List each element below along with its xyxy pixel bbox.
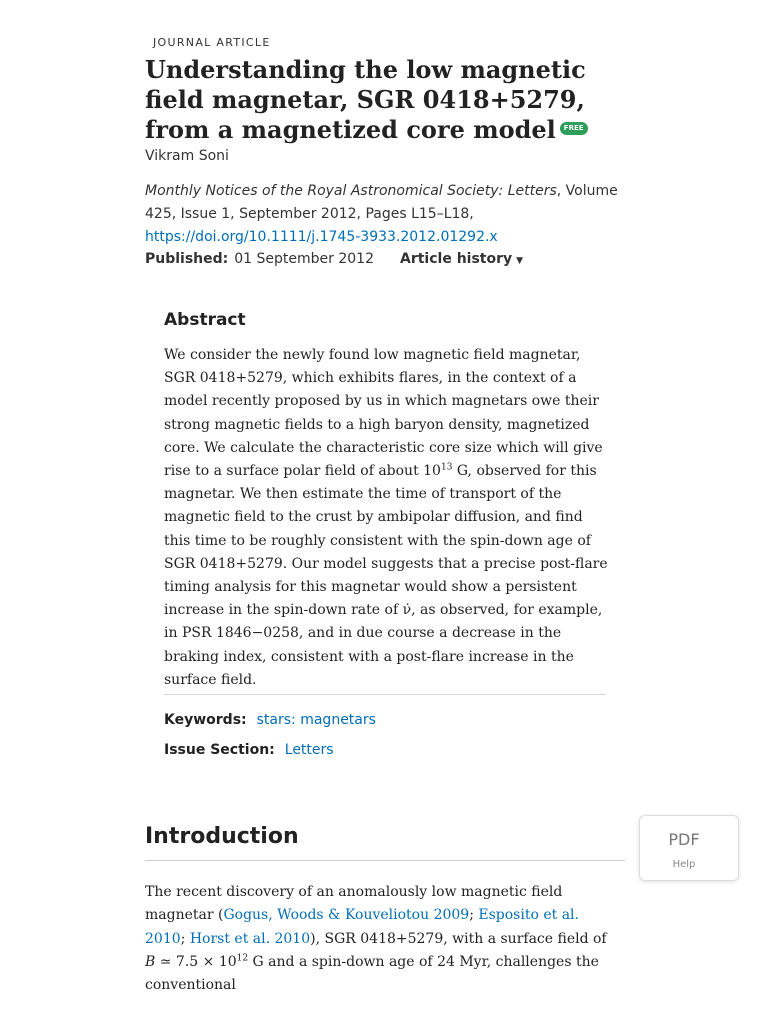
abstract-text-part: G, observed for this magnetar. We then estimate the time of transport of the magnetic field to the crust by ambipolar diffusion, and find this time to be roughly consistent with the spin-down age of SGR 0418+5279. Our model suggests that a precise post-flare timing analysis for this magnetar would show a persistent increase in the spin-down rate of: [164, 463, 608, 619]
reference-link[interactable]: Gogus, Woods & Kouveliotou 2009: [223, 907, 470, 924]
citation-details: , Volume 425, Issue 1, September 2012, Pages L15–L18,: [145, 183, 618, 222]
issue-section-link[interactable]: Letters: [284, 742, 334, 758]
abstract-section: [164, 310, 608, 692]
issue-section-row: [164, 742, 334, 758]
intro-text-part: G and a spin-down age of 24 Myr, challenges the conventional: [145, 953, 599, 994]
published-label: Published:: [145, 251, 229, 267]
issue-section-label: Issue Section:: [164, 742, 275, 758]
pdf-help-widget: [639, 815, 739, 881]
article-title-text: Understanding the low magnetic field magnetar, SGR 0418+5279, from a magnetized core model: [145, 55, 586, 144]
exponent: 13: [440, 462, 453, 473]
abstract-text-part: We consider the newly found low magnetic field magnetar, SGR 0418+5279, which exhibits flares, in the context of a model recently proposed by us in which magnetars owe their strong magnetic fields to a high baryon density, magnetized core. We calculate the characteristic core size which will give rise to a surface polar field of about 10: [164, 347, 603, 480]
abstract-text-part: , as observed, for example, in PSR 1846−0258, and in due course a decrease in the braking index, consistent with a post-flare increase in the surface field.: [164, 602, 603, 688]
introduction-divider: [145, 860, 625, 861]
help-link[interactable]: Help: [672, 859, 696, 870]
published-date: 01 September 2012: [234, 251, 374, 267]
reference-link[interactable]: Esposito et al. 2010: [145, 907, 579, 947]
article-history-label: Article history: [400, 251, 513, 267]
doi-link[interactable]: https://doi.org/10.1111/j.1745-3933.2012.01292.x: [145, 229, 498, 245]
math-variable: B: [145, 953, 156, 970]
intro-text-part: The recent discovery of an anomalously low magnetic field magnetar (: [145, 884, 563, 924]
published-row: [145, 251, 523, 267]
chevron-down-icon: ▼: [516, 256, 524, 266]
abstract-text: [164, 344, 608, 692]
citation: [145, 180, 635, 249]
nu-dot-symbol: ν̇: [402, 602, 412, 619]
intro-text-part: ≃ 7.5 × 10: [155, 953, 237, 970]
introduction-text: [145, 881, 620, 997]
intro-text-part: ), SGR 0418+5279, with a surface field of: [310, 930, 607, 947]
intro-text-part: ;: [180, 930, 190, 947]
pdf-button[interactable]: PDF: [668, 830, 700, 849]
article-type-label: JOURNAL ARTICLE: [153, 36, 271, 49]
exponent: 12: [236, 953, 249, 964]
keyword-link[interactable]: stars: magnetars: [256, 712, 376, 728]
article-history-toggle[interactable]: [400, 251, 523, 267]
journal-name: Monthly Notices of the Royal Astronomical Society: Letters: [145, 183, 557, 199]
author-name[interactable]: Vikram Soni: [145, 148, 229, 164]
intro-text-part: ;: [469, 907, 479, 924]
article-title: [145, 55, 615, 145]
abstract-heading: Abstract: [164, 310, 246, 330]
abstract-divider: [164, 694, 606, 695]
keywords-label: Keywords:: [164, 712, 247, 728]
reference-link[interactable]: Horst et al. 2010: [189, 930, 311, 947]
keywords-row: [164, 712, 376, 728]
introduction-heading: Introduction: [145, 824, 299, 849]
free-access-icon: FREE: [560, 122, 588, 135]
